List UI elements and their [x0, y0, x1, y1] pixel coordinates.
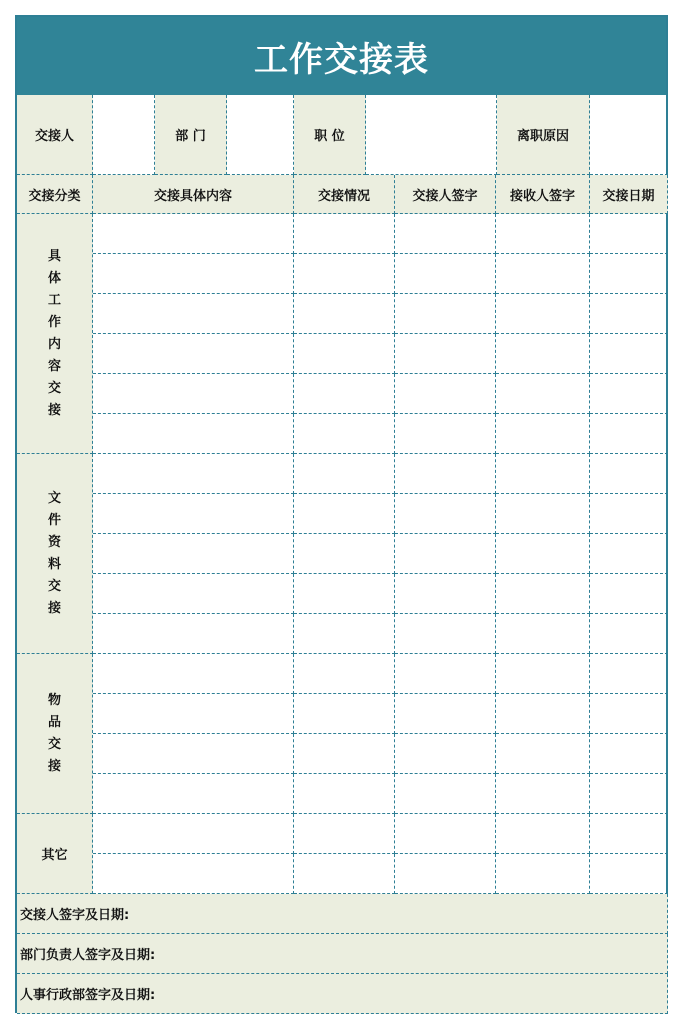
table-cell[interactable]	[590, 294, 668, 334]
table-cell[interactable]	[294, 774, 395, 814]
table-cell[interactable]	[93, 294, 294, 334]
table-cell[interactable]	[93, 814, 294, 854]
resign-reason-label: 离职原因	[497, 95, 590, 175]
table-cell[interactable]	[590, 854, 668, 894]
table-cell[interactable]	[496, 454, 590, 494]
table-cell[interactable]	[294, 374, 395, 414]
table-cell[interactable]	[590, 374, 668, 414]
table-cell[interactable]	[395, 694, 496, 734]
table-cell[interactable]	[590, 814, 668, 854]
table-cell[interactable]	[395, 654, 496, 694]
table-cell[interactable]	[590, 694, 668, 734]
table-cell[interactable]	[294, 574, 395, 614]
table-cell[interactable]	[496, 214, 590, 254]
table-cell[interactable]	[395, 214, 496, 254]
category-label: 具 体 工 作 内 容 交 接	[17, 214, 93, 454]
category-label: 文 件 资 料 交 接	[17, 454, 93, 654]
table-cell[interactable]	[590, 214, 668, 254]
table-cell[interactable]	[590, 734, 668, 774]
position-label: 职 位	[294, 95, 366, 175]
table-cell[interactable]	[294, 494, 395, 534]
table-cell[interactable]	[590, 334, 668, 374]
column-header: 交接情况	[294, 175, 395, 214]
table-cell[interactable]	[590, 414, 668, 454]
table-cell[interactable]	[294, 414, 395, 454]
table-cell[interactable]	[93, 534, 294, 574]
table-cell[interactable]	[590, 454, 668, 494]
table-cell[interactable]	[496, 654, 590, 694]
table-cell[interactable]	[294, 254, 395, 294]
form-title: 工作交接表	[17, 17, 666, 95]
table-cell[interactable]	[93, 334, 294, 374]
category-label: 其它	[17, 814, 93, 894]
table-cell[interactable]	[395, 454, 496, 494]
table-cell[interactable]	[294, 694, 395, 734]
table-cell[interactable]	[496, 814, 590, 854]
table-cell[interactable]	[496, 534, 590, 574]
table-cell[interactable]	[294, 534, 395, 574]
table-cell[interactable]	[93, 734, 294, 774]
table-cell[interactable]	[590, 574, 668, 614]
table-cell[interactable]	[93, 454, 294, 494]
table-cell[interactable]	[590, 494, 668, 534]
table-cell[interactable]	[93, 654, 294, 694]
table-cell[interactable]	[590, 774, 668, 814]
table-cell[interactable]	[294, 454, 395, 494]
table-cell[interactable]	[395, 254, 496, 294]
table-cell[interactable]	[395, 734, 496, 774]
table-cell[interactable]	[590, 534, 668, 574]
table-cell[interactable]	[496, 614, 590, 654]
table-cell[interactable]	[294, 334, 395, 374]
table-cell[interactable]	[395, 534, 496, 574]
table-cell[interactable]	[496, 694, 590, 734]
table-cell[interactable]	[395, 574, 496, 614]
column-header: 交接日期	[590, 175, 668, 214]
table-cell[interactable]	[496, 374, 590, 414]
table-cell[interactable]	[590, 254, 668, 294]
table-cell[interactable]	[294, 654, 395, 694]
column-header: 交接分类	[17, 175, 93, 214]
table-cell[interactable]	[93, 494, 294, 534]
table-cell[interactable]	[395, 494, 496, 534]
footer-signature-row[interactable]: 部门负责人签字及日期:	[17, 934, 668, 974]
table-cell[interactable]	[395, 374, 496, 414]
table-cell[interactable]	[496, 294, 590, 334]
handover-form	[15, 15, 668, 1013]
table-cell[interactable]	[395, 294, 496, 334]
resign-reason-field[interactable]	[590, 95, 668, 175]
table-cell[interactable]	[395, 854, 496, 894]
handover-person-field[interactable]	[93, 95, 155, 175]
table-cell[interactable]	[395, 814, 496, 854]
handover-person-label: 交接人	[17, 95, 93, 175]
table-cell[interactable]	[294, 814, 395, 854]
table-cell[interactable]	[395, 414, 496, 454]
table-cell[interactable]	[93, 254, 294, 294]
table-cell[interactable]	[496, 494, 590, 534]
table-cell[interactable]	[93, 854, 294, 894]
table-cell[interactable]	[294, 214, 395, 254]
table-cell[interactable]	[93, 574, 294, 614]
table-cell[interactable]	[496, 854, 590, 894]
table-cell[interactable]	[294, 614, 395, 654]
table-cell[interactable]	[93, 614, 294, 654]
table-cell[interactable]	[93, 774, 294, 814]
column-header: 交接具体内容	[93, 175, 294, 214]
table-cell[interactable]	[496, 414, 590, 454]
table-cell[interactable]	[93, 694, 294, 734]
table-cell[interactable]	[93, 414, 294, 454]
table-cell[interactable]	[496, 734, 590, 774]
department-field[interactable]	[227, 95, 294, 175]
table-cell[interactable]	[496, 334, 590, 374]
table-cell[interactable]	[93, 374, 294, 414]
table-cell[interactable]	[294, 734, 395, 774]
table-cell[interactable]	[496, 774, 590, 814]
column-header: 交接人签字	[395, 175, 496, 214]
footer-signature-row[interactable]: 交接人签字及日期:	[17, 894, 668, 934]
footer-signature-row[interactable]: 人事行政部签字及日期:	[17, 974, 668, 1014]
table-cell[interactable]	[294, 854, 395, 894]
table-cell[interactable]	[496, 254, 590, 294]
table-cell[interactable]	[590, 614, 668, 654]
department-label: 部 门	[155, 95, 227, 175]
table-cell[interactable]	[590, 654, 668, 694]
table-cell[interactable]	[395, 774, 496, 814]
table-cell[interactable]	[294, 294, 395, 334]
table-cell[interactable]	[93, 214, 294, 254]
column-header: 接收人签字	[496, 175, 590, 214]
table-cell[interactable]	[395, 334, 496, 374]
table-cell[interactable]	[395, 614, 496, 654]
table-cell[interactable]	[496, 574, 590, 614]
category-label: 物 品 交 接	[17, 654, 93, 814]
position-field[interactable]	[366, 95, 497, 175]
